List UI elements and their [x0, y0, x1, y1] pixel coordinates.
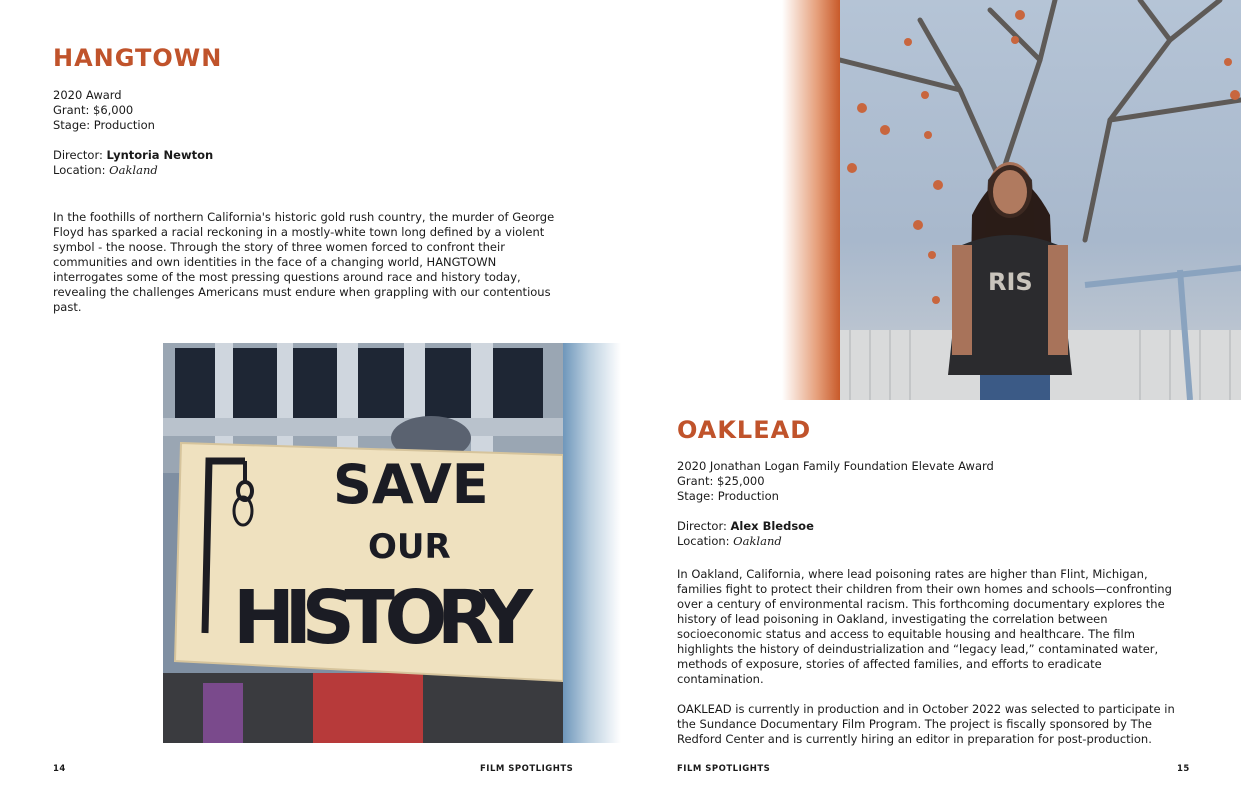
location-label: Location:: [53, 163, 110, 177]
oaklead-description-block: [677, 567, 1187, 762]
shirt-text: RIS: [988, 268, 1033, 296]
oaklead-details: [677, 459, 994, 504]
hangtown-description: In the foothills of northern California's historic gold rush country, the murder of George Floyd has sparked a racial reckoning in a mostly-white town long defined by a violent symbol - the noose. Through the story of three women forced to confront their communities and own identities in the face of a changing world, HANGTOWN interrogates some of the most pressing questions around race and history today, revealing the challenges Americans must endure when grappling with our contentious past.: [53, 210, 555, 314]
hangtown-location: [53, 163, 213, 178]
oaklead-grant: Grant: $25,000: [677, 474, 765, 488]
location-value: Oakland: [733, 534, 782, 548]
protest-sign-photo: [163, 343, 563, 743]
sign-line-history: HISTORY: [233, 575, 533, 661]
director-name: Alex Bledsoe: [730, 519, 814, 533]
photo-edge-glow: [782, 0, 840, 400]
hangtown-credits: [53, 148, 213, 178]
location-value: Oakland: [109, 163, 158, 177]
hangtown-award: 2020 Award: [53, 88, 122, 102]
hangtown-stage: Stage: Production: [53, 118, 155, 132]
oaklead-title: OAKLEAD: [677, 416, 812, 444]
hangtown-description-block: [53, 210, 568, 330]
hangtown-title: HANGTOWN: [53, 44, 223, 72]
portrait-photo: [840, 0, 1241, 400]
oaklead-stage: Stage: Production: [677, 489, 779, 503]
protest-sign-illustration: [163, 343, 563, 743]
oaklead-description-paragraph-1: In Oakland, California, where lead poisoning rates are higher than Flint, Michigan, families fight to protect their children from their own homes and schools—confronting over a century of environmental racism. This forthcoming documentary explores the history of lead poisoning in Oakland, investigating the correlation between socioeconomic status and access to equitable housing and healthcare. The film highlights the history of deindustrialization and “legacy lead,” contaminated water, methods of exposure, stories of affected families, and efforts to eradicate contamination.: [677, 567, 1172, 686]
sign-line-save: SAVE: [333, 453, 489, 516]
left-page-number: 14: [53, 764, 66, 774]
left-section-label: FILM SPOTLIGHTS: [480, 764, 574, 774]
hangtown-director: [53, 148, 213, 163]
hangtown-details: [53, 88, 155, 133]
oaklead-location: [677, 534, 814, 549]
director-label: Director:: [677, 519, 731, 533]
photo-edge-glow: [563, 343, 621, 743]
sign-line-our: OUR: [368, 527, 451, 567]
oaklead-description-paragraph-2: OAKLEAD is currently in production and in October 2022 was selected to participate in the Sundance Documentary Film Program. The project is fiscally sponsored by The Redford Center and is currently hiring an editor in preparation for post-production.: [677, 702, 1175, 746]
director-name: Lyntoria Newton: [106, 148, 214, 162]
location-label: Location:: [677, 534, 734, 548]
oaklead-award: 2020 Jonathan Logan Family Foundation Elevate Award: [677, 459, 994, 473]
right-section-label: FILM SPOTLIGHTS: [677, 764, 771, 774]
director-label: Director:: [53, 148, 107, 162]
right-page-number: 15: [1177, 764, 1190, 774]
oaklead-director: [677, 519, 814, 534]
hangtown-grant: Grant: $6,000: [53, 103, 134, 117]
oaklead-credits: [677, 519, 814, 549]
portrait-illustration: [840, 0, 1241, 400]
